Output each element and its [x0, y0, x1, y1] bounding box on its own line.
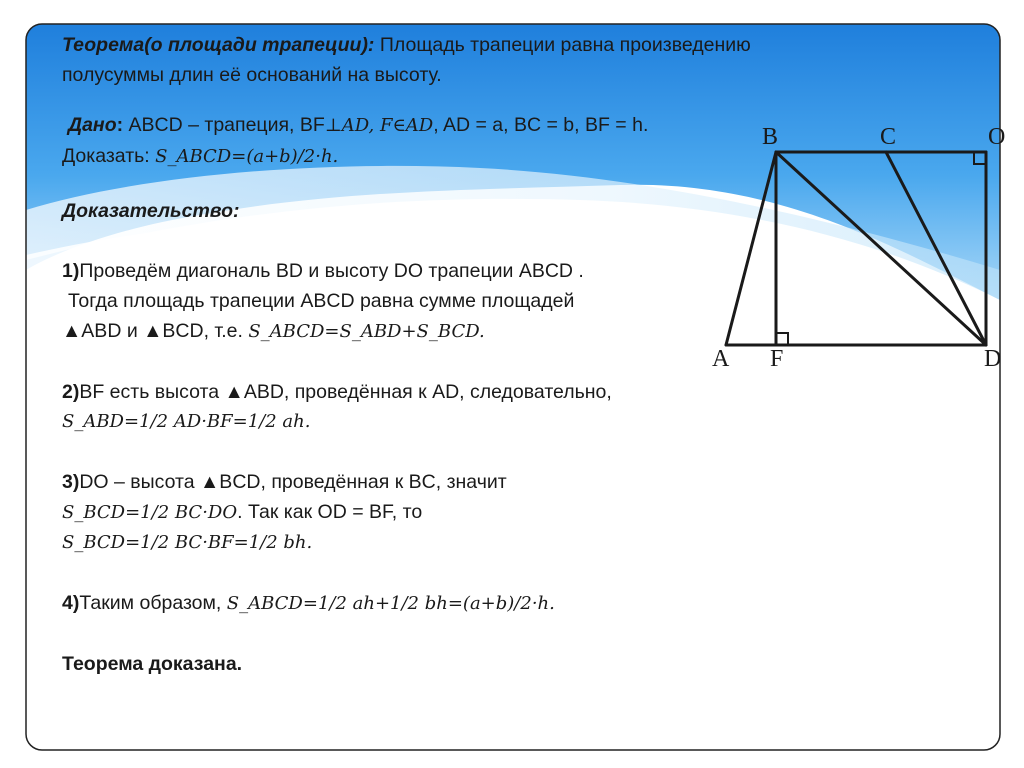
step-2-number: 2) [62, 381, 80, 403]
step-2-math: S_ABD=1/2 AD·BF=1/2 ah. [62, 411, 311, 432]
step-3-number: 3) [62, 471, 80, 493]
step-1-text-1: Проведём диагональ BD и высоту DO трапеции ABCD . [79, 260, 584, 282]
conclusion: Теорема доказана. [62, 653, 243, 675]
given-text-b: , AD = a, BC = b, BF = h. [433, 114, 649, 136]
right-angle-O [974, 152, 986, 164]
step-3-text-1: DO – высота ▲BCD, проведённая к BC, значит [79, 471, 507, 493]
step-3-math-1: S_BCD=1/2 BC·DO [62, 502, 238, 523]
label-B: B [762, 124, 779, 150]
theorem-line-1 [62, 30, 962, 60]
segment-BD [776, 152, 986, 345]
step-4-text: Таким образом, [79, 592, 227, 614]
segment-CD [886, 152, 986, 345]
right-angle-F [776, 333, 788, 345]
given-label: Дано [68, 114, 117, 136]
proof-heading: Доказательство: [62, 200, 240, 222]
label-C: C [880, 124, 897, 150]
step-3-line-2 [62, 497, 962, 528]
step-4-math: S_ABCD=1/2 ah+1/2 bh=(a+b)/2·h. [226, 593, 555, 614]
step-2-text-1: BF есть высота ▲ABD, проведённая к AD, следовательно, [79, 381, 612, 403]
trapezoid-figure [700, 118, 1020, 388]
given-colon: : [116, 114, 124, 136]
label-D: D [984, 346, 1002, 372]
step-1-text-3: ▲ABD и ▲BCD, т.е. [62, 320, 249, 342]
step-4-line [62, 588, 962, 619]
given-text-a: ABCD – трапеция, BF [123, 114, 325, 136]
theorem-text-1: Площадь трапеции равна произведению [374, 34, 751, 56]
theorem-line-2: полусуммы длин её оснований на высоту. [62, 64, 442, 86]
trapezoid-diagram [700, 118, 1020, 388]
step-3-math-2: S_BCD=1/2 BC·BF=1/2 bh. [62, 532, 313, 553]
step-4-number: 4) [62, 592, 80, 614]
label-O: O [988, 124, 1006, 150]
prove-math: S_ABCD=(a+b)/2·h. [155, 146, 339, 167]
segment-AB [726, 152, 776, 345]
step-3-line-1 [62, 467, 962, 497]
step-3-text-2: . Так как OD = BF, то [237, 501, 423, 523]
label-A: A [712, 346, 730, 372]
step-1-line-2: Тогда площадь трапеции ABCD равна сумме площадей [68, 290, 575, 312]
step-1-math: S_ABCD=S_ABD+S_BCD. [248, 321, 485, 342]
label-F: F [770, 346, 784, 372]
given-math: ⊥AD, F∈AD [324, 115, 434, 136]
prove-label: Доказать: [62, 145, 156, 167]
step-1-number: 1) [62, 260, 80, 282]
theorem-title: Теорема(о площади трапеции): [62, 34, 375, 56]
